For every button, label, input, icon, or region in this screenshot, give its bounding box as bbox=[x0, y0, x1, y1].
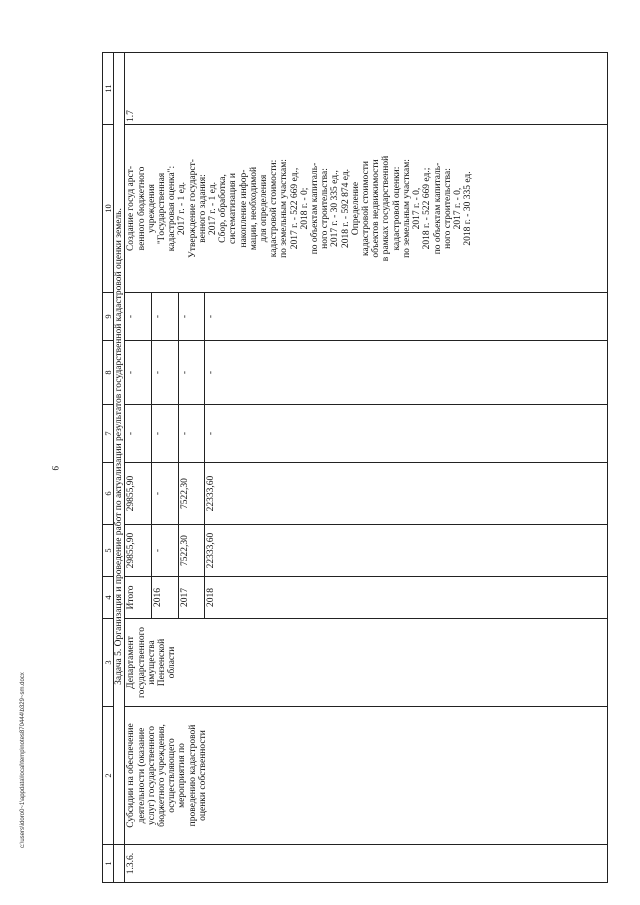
cell-value: - bbox=[152, 525, 179, 577]
row-number: 1.3.6. bbox=[125, 845, 608, 883]
cell-value: - bbox=[205, 341, 608, 405]
footer-file-path: c:\users\idoro0~1\appdata\local\temp\notes870444\b329~sm.docx bbox=[20, 672, 26, 848]
cell-value: - bbox=[205, 405, 608, 463]
rotated-page-content bbox=[102, 53, 612, 883]
col-number: 9 bbox=[103, 293, 114, 341]
table-row bbox=[125, 53, 152, 883]
cell-value: - bbox=[125, 293, 152, 341]
col-number: 7 bbox=[103, 405, 114, 463]
program-activities-table bbox=[102, 52, 608, 883]
expected-result: Создание госуд арст- венного бюджетного учреждения "Государственная кадастровая оценка": 2017 г. - 1 ед. Утверждение государст- венного задания: 2017 г. - 1 ед. Сбор, обработка, систематизация и накопление инфор- мации, необходимой для определения кадастровой стоимости: по земельным участкам: 2017 г. - 522 669 ед., 2018 г. - 0; по объектам капиталь- ного строительства: 2017 г. - 30 335 ед., 2018 г. - 592 874 ед. Определение кадастровой стоимости объектов недвижимости в рамках государственной кадастровой оценки: по земельным участкам: 2017 г. - 0, 2018 г. - 522 669 ед.; по объектам капиталь- ного строительства: 2017 г. - 0, 2018 г. - 30 335 ед. bbox=[125, 125, 608, 293]
cell-value: - bbox=[178, 405, 205, 463]
executor: Департамент государственного имущества Пензенской области bbox=[125, 619, 608, 707]
cell-value: 22333,60 bbox=[205, 525, 608, 577]
cell-value: 7522,30 bbox=[178, 463, 205, 525]
cell-value: - bbox=[205, 293, 608, 341]
page-number: 9 bbox=[50, 466, 60, 471]
col-number: 2 bbox=[103, 707, 114, 845]
period-label: 2017 bbox=[178, 577, 205, 619]
period-label: 2016 bbox=[152, 577, 179, 619]
activity-name: Субсидии на обеспечение деятельности (оказание услуг) государственного бюджетного учреждения, осуществляющего мероприятия по проведению кадастровой оценки собственности bbox=[125, 707, 608, 845]
period-label: Итого bbox=[125, 577, 152, 619]
col-number: 1 bbox=[103, 845, 114, 883]
col-number: 3 bbox=[103, 619, 114, 707]
col-number: 11 bbox=[103, 53, 114, 125]
column-numbers-row bbox=[103, 53, 114, 883]
col-number: 6 bbox=[103, 463, 114, 525]
col-number: 4 bbox=[103, 577, 114, 619]
indicator-link: 1.7 bbox=[125, 53, 608, 125]
cell-value: - bbox=[152, 463, 179, 525]
cell-value: - bbox=[178, 341, 205, 405]
cell-value: - bbox=[125, 341, 152, 405]
col-number: 8 bbox=[103, 341, 114, 405]
period-label: 2018 bbox=[205, 577, 608, 619]
cell-value: - bbox=[178, 293, 205, 341]
cell-value: 29855,90 bbox=[125, 525, 152, 577]
col-number: 10 bbox=[103, 125, 114, 293]
cell-value: - bbox=[152, 293, 179, 341]
cell-value: 29855,90 bbox=[125, 463, 152, 525]
col-number: 5 bbox=[103, 525, 114, 577]
task-title: Задача 5. Организация и проведение работ по актуализации результатов государственной кадастровой оценки земель. bbox=[114, 53, 125, 845]
cell-value: 7522,30 bbox=[178, 525, 205, 577]
cell-value: - bbox=[125, 405, 152, 463]
task-row bbox=[114, 53, 125, 883]
cell-value: - bbox=[152, 405, 179, 463]
cell-value: - bbox=[152, 341, 179, 405]
cell-value: 22333,60 bbox=[205, 463, 608, 525]
